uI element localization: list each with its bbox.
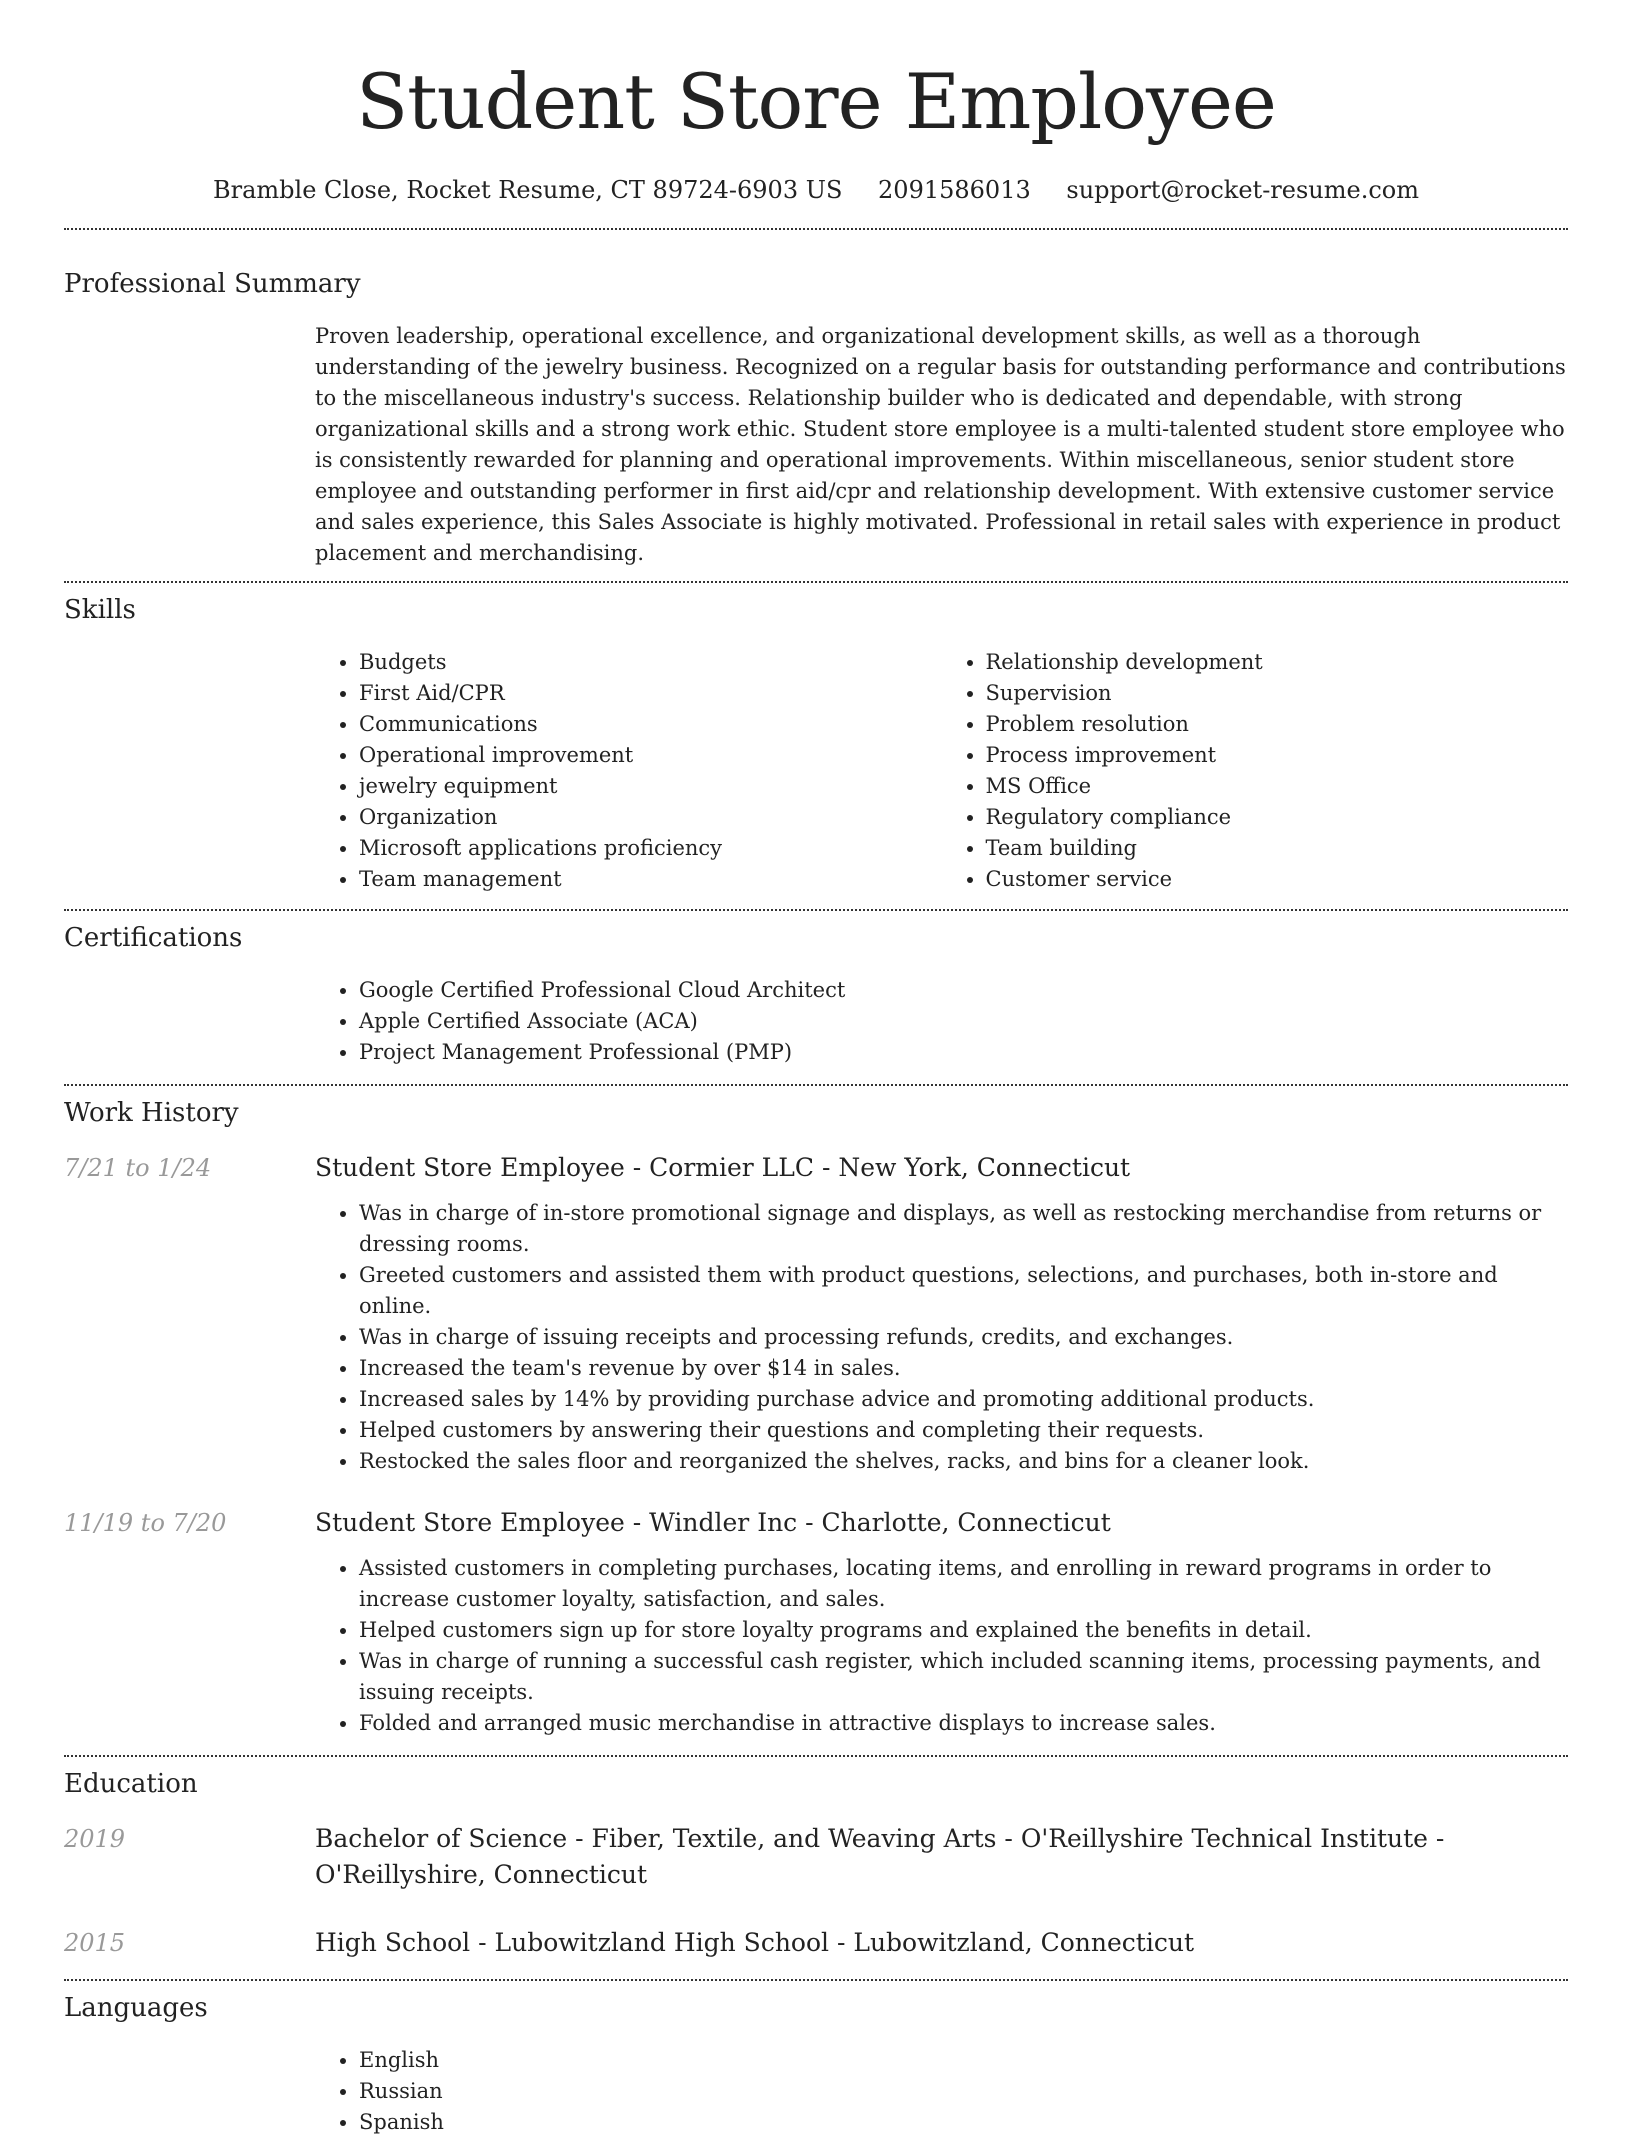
list-item: • Greeted customers and assisted them with product questions, selections, and purchases, both in-store and online. [359,1260,1568,1322]
divider [64,581,1568,583]
list-item: • Budgets [359,647,942,678]
list-item: • Increased the team's revenue by over $14 in sales. [359,1353,1568,1384]
education-entry [64,1821,1568,1893]
list-item: • Folded and arranged music merchandise in attractive displays to increase sales. [359,1708,1568,1739]
list-item: • MS Office [986,771,1569,802]
list-item: • Team building [986,833,1569,864]
section-summary [64,267,1568,569]
resume-name: Student Store Employee [356,57,1276,146]
list-item: • Regulatory compliance [986,802,1569,833]
contact-phone: 2091586013 [878,176,1031,204]
list-item: • Was in charge of in-store promotional signage and displays, as well as restocking merchandise from returns or dressing rooms. [359,1198,1568,1260]
list-item: • Was in charge of running a successful cash register, which included scanning items, processing payments, and issuing receipts. [359,1646,1568,1708]
section-education [64,1767,1568,1961]
certifications-list [315,975,1568,1068]
job-heading: Student Store Employee - Cormier LLC - New York, Connecticut [315,1153,1131,1182]
list-item: • Increased sales by 14% by providing purchase advice and promoting additional products. [359,1384,1568,1415]
list-item: • Russian [359,2076,1568,2107]
section-title-languages: Languages [64,1993,208,2023]
education-year: 2019 [64,1825,126,1853]
list-item: • Problem resolution [986,709,1569,740]
list-item: • Spanish [359,2107,1568,2138]
list-item: • Project Management Professional (PMP) [359,1037,1568,1068]
divider [64,1084,1568,1086]
job-heading: Student Store Employee - Windler Inc - Charlotte, Connecticut [315,1508,1111,1537]
languages-list [315,2045,1568,2138]
job-entry [64,1150,1568,1477]
section-title-skills: Skills [64,595,136,625]
job-bullets [315,1553,1568,1739]
list-item: • Helped customers sign up for store loyalty programs and explained the benefits in detail. [359,1615,1568,1646]
contact-email: support@rocket-resume.com [1066,176,1419,204]
section-title-education: Education [64,1769,198,1799]
list-item: • Organization [359,802,942,833]
contact-line [64,174,1568,206]
section-certifications [64,921,1568,1068]
education-heading: High School - Lubowitzland High School - Lubowitzland, Connecticut [315,1928,1194,1957]
list-item: • Assisted customers in completing purchases, locating items, and enrolling in reward programs in order to increase customer loyalty, satisfaction, and sales. [359,1553,1568,1615]
divider [64,909,1568,911]
section-skills [64,593,1568,895]
list-item: • Was in charge of issuing receipts and processing refunds, credits, and exchanges. [359,1322,1568,1353]
list-item: • Restocked the sales floor and reorganized the shelves, racks, and bins for a cleaner look. [359,1446,1568,1477]
skills-list-right [942,647,1569,895]
list-item: • Google Certified Professional Cloud Architect [359,975,1568,1006]
list-item: • Supervision [986,678,1569,709]
education-entry [64,1925,1568,1961]
list-item: • Apple Certified Associate (ACA) [359,1006,1568,1037]
job-dates: 7/21 to 1/24 [64,1154,212,1182]
section-work-history [64,1096,1568,1739]
list-item: • jewelry equipment [359,771,942,802]
section-title-certifications: Certifications [64,923,243,953]
education-year: 2015 [64,1929,126,1957]
list-item: • Microsoft applications proficiency [359,833,942,864]
list-item: • Customer service [986,864,1569,895]
list-item: • Process improvement [986,740,1569,771]
education-heading: Bachelor of Science - Fiber, Textile, and Weaving Arts - O'Reillyshire Technical Institute - O'Reillyshire, Connecticut [315,1824,1445,1889]
skills-list-left [315,647,942,895]
list-item: • English [359,2045,1568,2076]
list-item: • Helped customers by answering their questions and completing their requests. [359,1415,1568,1446]
job-dates: 11/19 to 7/20 [64,1509,227,1537]
divider [64,1755,1568,1757]
list-item: • Operational improvement [359,740,942,771]
list-item: • Team management [359,864,942,895]
section-title-summary: Professional Summary [64,269,361,299]
list-item: • Communications [359,709,942,740]
divider [64,1979,1568,1981]
job-bullets [315,1198,1568,1477]
section-title-work: Work History [64,1098,239,1128]
summary-text: Proven leadership, operational excellence, and organizational development skills, as well as a thorough understanding of the jewelry business. Recognized on a regular basis for outstanding performance and contributions to the miscellaneous industry's success. Relationship builder who is dedicated and dependable, with strong organizational skills and a strong work ethic. Student store employee is a multi-talented student store employee who is consistently rewarded for planning and operational improvements. Within miscellaneous, senior student store employee and outstanding performer in first aid/cpr and relationship development. With extensive customer service and sales experience, this Sales Associate is highly motivated. Professional in retail sales with experience in product placement and merchandising. [315,324,1566,565]
list-item: • First Aid/CPR [359,678,942,709]
job-entry [64,1505,1568,1739]
section-languages [64,1991,1568,2138]
contact-address: Bramble Close, Rocket Resume, CT 89724-6903 US [213,176,843,204]
list-item: • Relationship development [986,647,1569,678]
resume-page [64,0,1568,2138]
divider [64,228,1568,230]
